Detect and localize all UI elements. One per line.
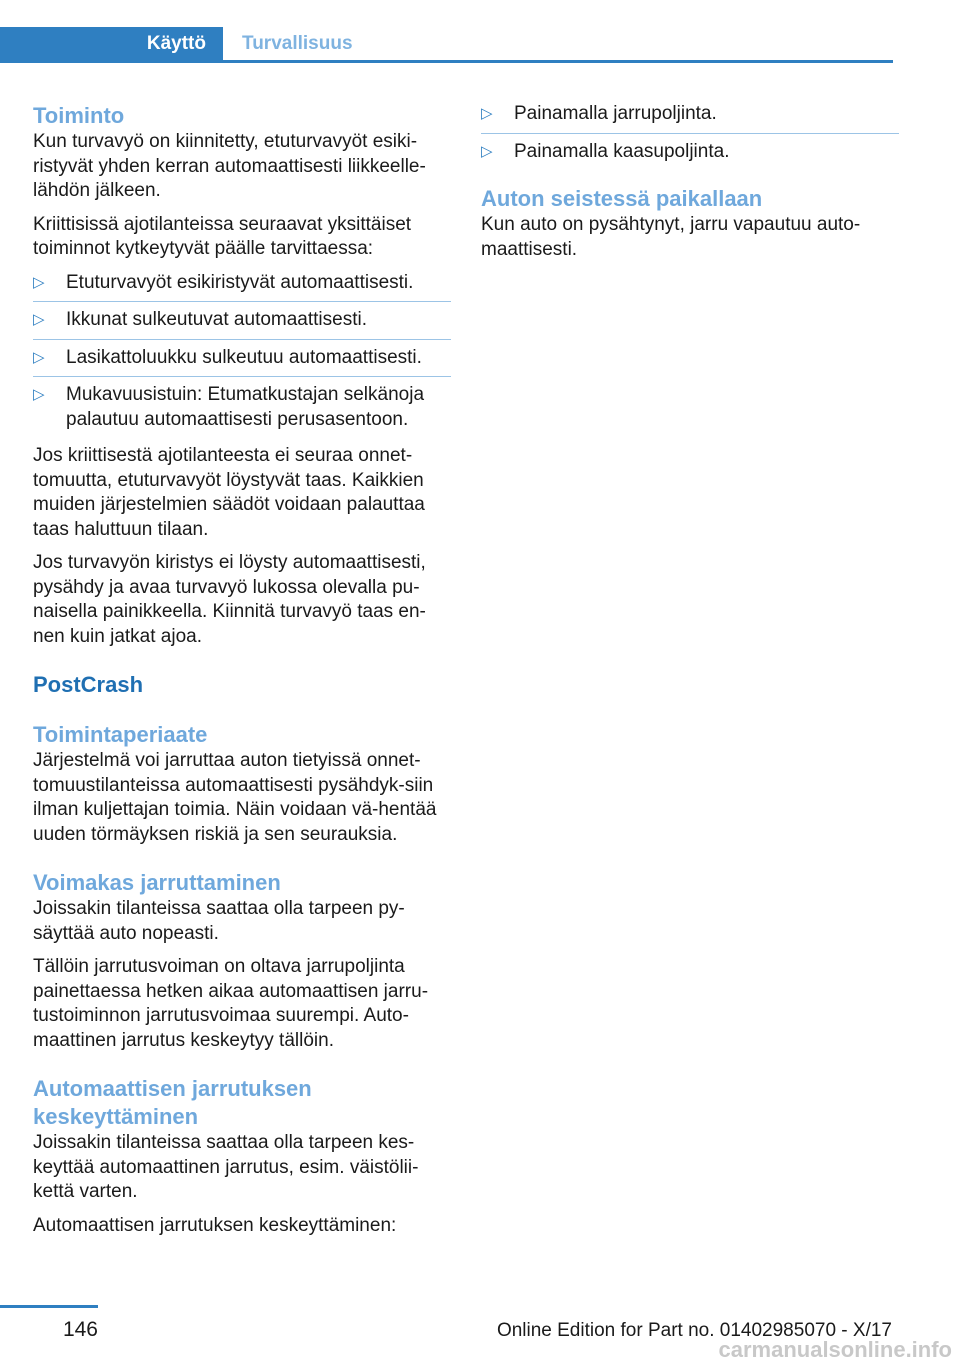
tab-kaytto[interactable] (0, 27, 223, 61)
triangle-bullet-icon: ▷ (481, 142, 493, 160)
paragraph: Tällöin jarrutusvoiman on oltava jarrupoljinta painettaessa hetken aikaa automaattisen jarru‐tustoiminnon jarrutusvoimaa suurempi. Auto‐maattinen jarrutus keskeytyy tällöin. (33, 956, 429, 1051)
right-column (481, 102, 899, 262)
left-column (33, 102, 451, 1238)
paragraph: Kun turvavyö on kiinnitetty, etuturvavyöt esiki‐ristyvät yhden kerran automaattisesti liikkeelle‐lähdön jälkeen. (33, 131, 426, 201)
paragraph: Joissakin tilanteissa saattaa olla tarpeen py‐säyttää auto nopeasti. (33, 898, 405, 944)
edition-text: Online Edition for Part no. 01402985070 - X/17 (496, 1320, 892, 1341)
footer-divider (0, 1305, 98, 1308)
page-number: 146 (62, 1318, 98, 1341)
paragraph: Jos kriittisestä ajotilanteesta ei seuraa onnet‐tomuutta, etuturvavyöt löystyvät taas. Kaikkien muiden järjestelmien säädöt voidaan palauttaa taas haluttuun tilaan. (33, 445, 425, 540)
list-item: ▷ Painamalla jarrupoljinta. (481, 102, 899, 134)
heading-toimintaperiaate: Toimintaperiaate (33, 722, 208, 747)
paragraph: Jos turvavyön kiristys ei löysty automaattisesti, pysähdy ja avaa turvavyö lukossa olevalla pu‐naisella painikkeella. Kiinnitä turvavyö taas en‐nen kuin jatkat ajoa. (33, 552, 426, 647)
paragraph: Järjestelmä voi jarruttaa auton tietyissä onnet‐tomuustilanteissa automaattisesti pysähdyk‐siin ilman kuljettajan toimia. Näin voidaan vä‐hentää uuden törmäyksen riskiä ja sen seurauksia. (33, 750, 437, 845)
paragraph: Kriittisissä ajotilanteissa seuraavat yksittäiset toiminnot kytkeytyvät päälle tarvittaessa: (33, 213, 412, 259)
triangle-bullet-icon: ▷ (33, 311, 45, 328)
heading-auton-seistessa: Auton seistessä paikallaan (481, 186, 763, 211)
paragraph: Joissakin tilanteissa saattaa olla tarpeen kes‐keyttää automaattinen jarrutus, esim. väistölii‐kettä varten. (33, 1132, 419, 1202)
heading-toiminto: Toiminto (33, 103, 125, 128)
list-item: ▷ Lasikattoluukku sulkeutuu automaattisesti. (33, 346, 451, 378)
list-item: ▷ Mukavuusistuin: Etumatkustajan selkänoja palautuu automaattisesti perusasentoon. (33, 384, 425, 430)
triangle-bullet-icon: ▷ (33, 273, 45, 291)
tab-turvallisuus[interactable]: Turvallisuus (242, 33, 353, 54)
bullet-list (481, 102, 899, 170)
header-divider (0, 60, 893, 63)
heading-voimakas-jarruttaminen: Voimakas jarruttaminen (33, 870, 281, 895)
paragraph: Kun auto on pysähtynyt, jarru vapautuu auto‐maattisesti. (481, 214, 861, 260)
heading-postcrash: PostCrash (33, 672, 144, 697)
list-item: ▷ Painamalla kaasupoljinta. (481, 140, 899, 171)
triangle-bullet-icon: ▷ (481, 105, 493, 122)
watermark: carmanualsonline.info (718, 1337, 952, 1362)
triangle-bullet-icon: ▷ (33, 386, 45, 403)
paragraph: Automaattisen jarrutuksen keskeyttäminen: (33, 1214, 397, 1236)
tab-kaytto-label: Käyttö (146, 33, 206, 54)
list-item: ▷ Ikkunat sulkeutuvat automaattisesti. (33, 308, 451, 340)
heading-keskeyttaminen: Automaattisen jarrutuksen keskeyttäminen (33, 1076, 312, 1129)
list-item: ▷ Etuturvavyöt esikiristyvät automaattisesti. (33, 271, 451, 303)
bullet-list (33, 271, 451, 439)
triangle-bullet-icon: ▷ (33, 348, 45, 366)
